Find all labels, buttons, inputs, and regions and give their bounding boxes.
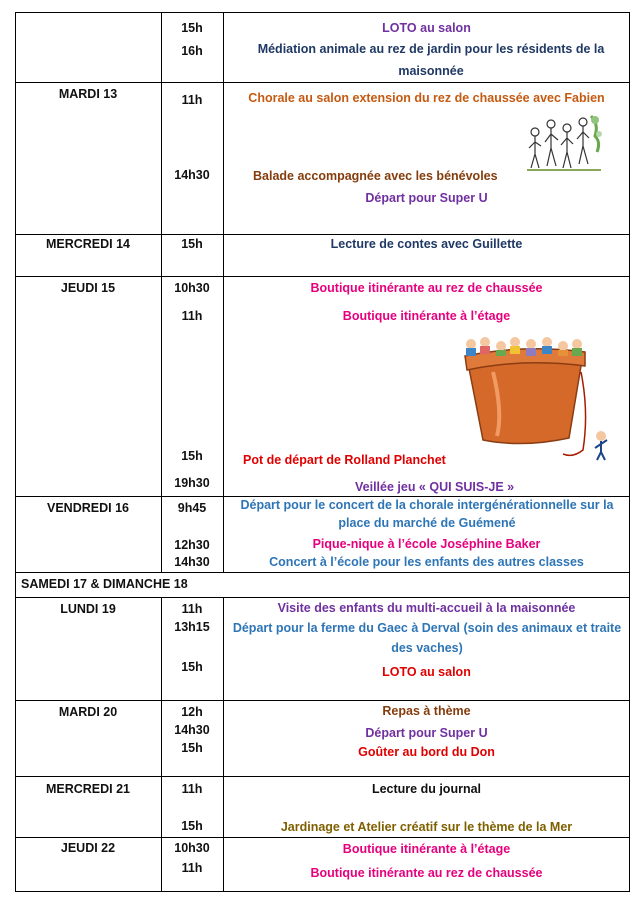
time-cell: 15h bbox=[181, 741, 203, 755]
activity-cell: Boutique itinérante au rez de chaussée bbox=[310, 866, 543, 880]
activity-cell: Goûter au bord du Don bbox=[358, 745, 495, 759]
time-cell: 19h30 bbox=[174, 476, 210, 490]
flower-pot-illustration bbox=[463, 332, 611, 462]
activity-cell: Boutique itinérante au rez de chaussée bbox=[310, 281, 543, 295]
time-cell: 15h bbox=[181, 21, 203, 35]
time-cell: 15h bbox=[181, 449, 203, 463]
time-cell: 9h45 bbox=[177, 501, 207, 515]
activity-cell: Boutique itinérante à l’étage bbox=[342, 842, 511, 856]
time-cell: 11h bbox=[181, 782, 203, 796]
time-cell: 10h30 bbox=[174, 841, 210, 855]
time-cell: 13h15 bbox=[174, 620, 210, 634]
activity-cell: Repas à thème bbox=[382, 704, 471, 718]
time-cell: 11h bbox=[181, 309, 203, 323]
activity-cell: Jardinage et Atelier créatif sur le thème de la Mer bbox=[280, 820, 573, 834]
day-cell: MARDI 13 bbox=[58, 87, 118, 101]
time-cell: 15h bbox=[181, 237, 203, 251]
time-cell: 10h30 bbox=[174, 281, 210, 295]
activity-cell: Départ pour la ferme du Gaec à Derval (soin des animaux et traite des vaches) bbox=[232, 621, 622, 655]
day-cell: JEUDI 22 bbox=[60, 841, 116, 855]
time-cell: 12h30 bbox=[174, 538, 210, 552]
time-cell: 16h bbox=[181, 44, 203, 58]
time-cell: 12h bbox=[181, 705, 203, 719]
activity-cell: Veillée jeu « QUI SUIS-JE » bbox=[355, 480, 515, 494]
activity-cell: Lecture de contes avec Guillette bbox=[330, 237, 523, 251]
activity-cell: Visite des enfants du multi-accueil à la maisonnée bbox=[277, 601, 576, 615]
schedule-table bbox=[15, 12, 630, 892]
activity-cell: Médiation animale au rez de jardin pour les résidents de la maisonnée bbox=[257, 42, 605, 78]
activity-cell: Chorale au salon extension du rez de chaussée avec Fabien bbox=[248, 91, 605, 105]
day-cell: MERCREDI 14 bbox=[45, 237, 131, 251]
activity-cell: Départ pour Super U bbox=[365, 191, 488, 205]
day-cell: VENDREDI 16 bbox=[47, 501, 129, 515]
activity-cell: Départ pour le concert de la chorale intergénérationnelle sur la place du marché de Guémené bbox=[240, 498, 614, 530]
walking-group-illustration bbox=[525, 112, 603, 174]
day-cell: MERCREDI 21 bbox=[45, 782, 131, 796]
activity-cell: Boutique itinérante à l’étage bbox=[342, 309, 511, 323]
day-cell: LUNDI 19 bbox=[60, 602, 116, 616]
day-cell: SAMEDI 17 & DIMANCHE 18 bbox=[21, 577, 188, 591]
time-cell: 14h30 bbox=[174, 723, 210, 737]
time-cell: 11h bbox=[181, 93, 203, 107]
activity-cell: Pique-nique à l’école Joséphine Baker bbox=[312, 537, 541, 551]
activity-cell: LOTO au salon bbox=[382, 21, 471, 35]
time-cell: 11h bbox=[181, 861, 203, 875]
activity-cell: LOTO au salon bbox=[382, 665, 471, 679]
time-cell: 14h30 bbox=[174, 555, 210, 569]
time-cell: 15h bbox=[181, 819, 203, 833]
day-cell: MARDI 20 bbox=[58, 705, 118, 719]
activity-cell: Concert à l’école pour les enfants des autres classes bbox=[269, 555, 584, 569]
time-cell: 14h30 bbox=[174, 168, 210, 182]
time-cell: 15h bbox=[181, 660, 203, 674]
day-cell: JEUDI 15 bbox=[60, 281, 116, 295]
activity-cell: Départ pour Super U bbox=[365, 726, 488, 740]
activity-cell: Lecture du journal bbox=[371, 782, 482, 796]
time-cell: 11h bbox=[181, 602, 203, 616]
activity-cell: Balade accompagnée avec les bénévoles bbox=[253, 169, 498, 183]
activity-cell: Pot de départ de Rolland Planchet bbox=[243, 453, 446, 467]
